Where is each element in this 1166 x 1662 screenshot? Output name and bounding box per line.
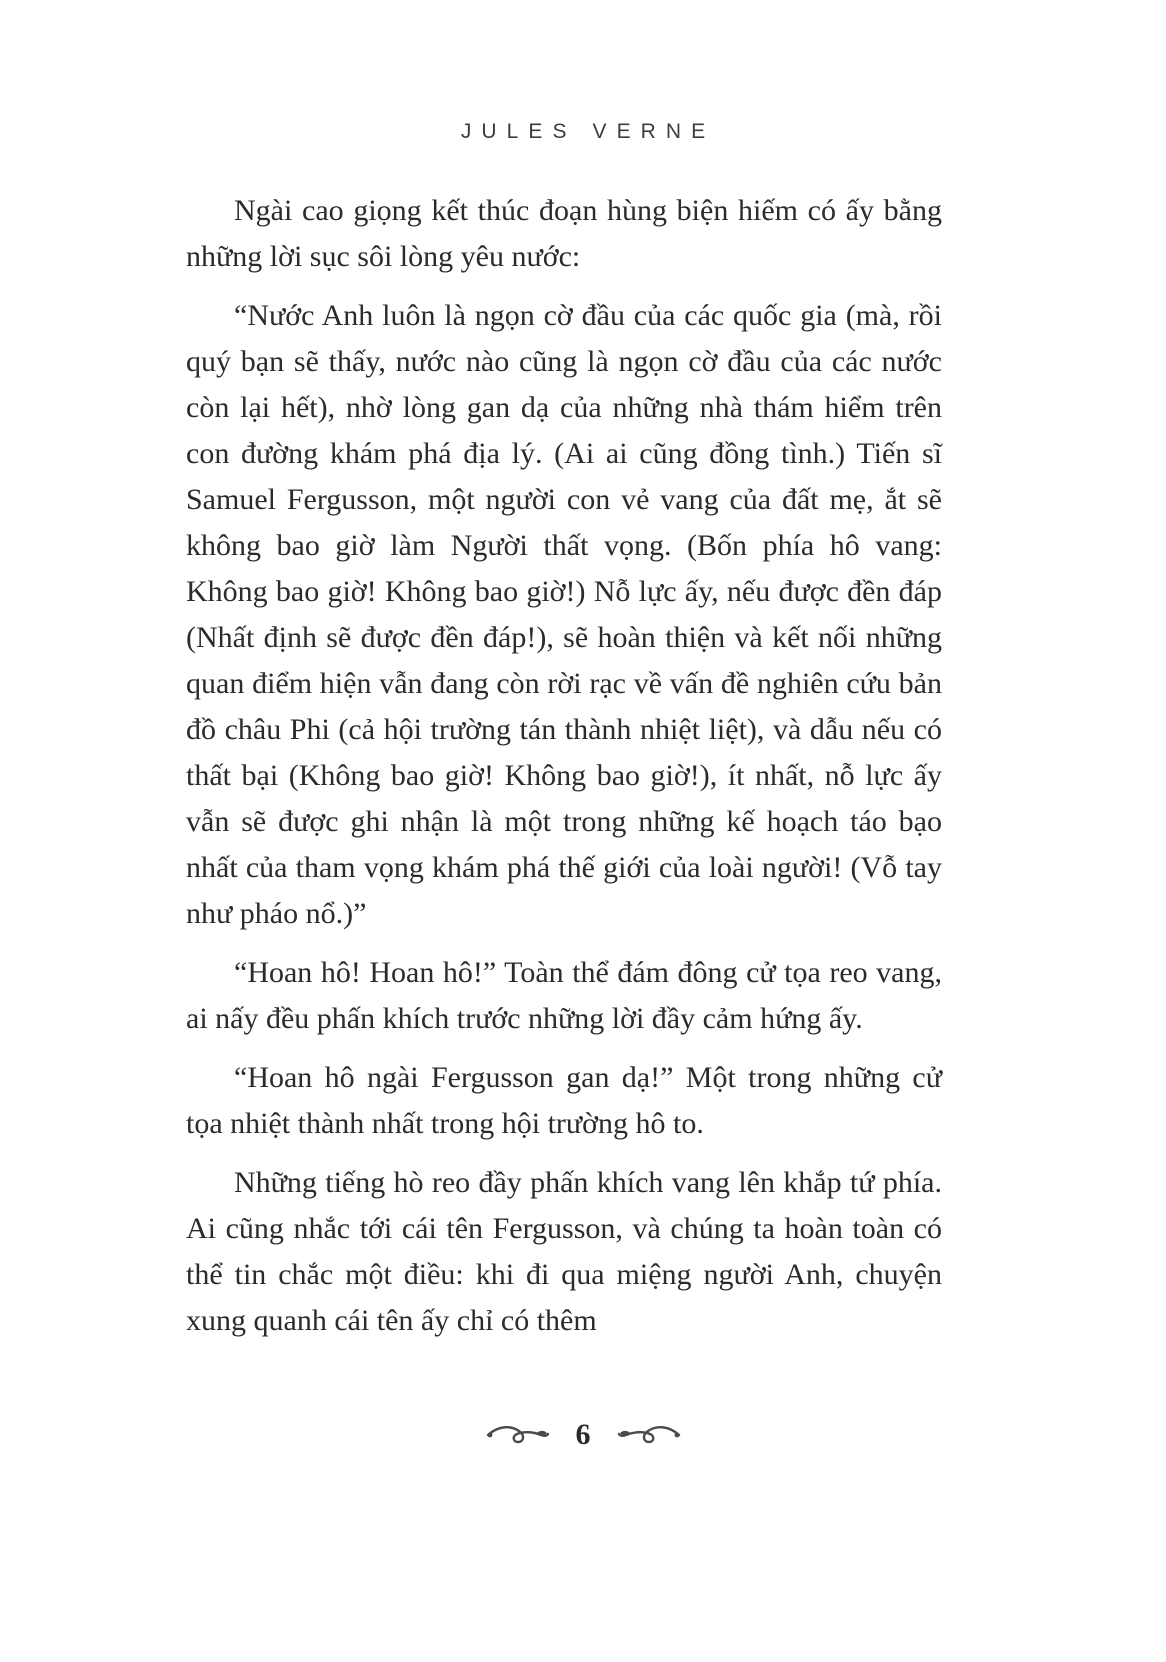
page-number: 6 [575,1418,591,1451]
paragraph: “Hoan hô ngài Fergusson gan dạ!” Một trong những cử tọa nhiệt thành nhất trong hội trường hô to. [186,1061,942,1140]
page-footer [0,1418,1166,1452]
page-body [186,188,942,1357]
paragraph: Những tiếng hò reo đầy phấn khích vang lên khắp tứ phía. Ai cũng nhắc tới cái tên Fergusson, và chúng ta hoàn toàn có thể tin chắc một điều: khi đi qua miệng người Anh, chuyện xung quanh cái tên ấy chỉ có thêm [186,1166,942,1337]
running-header: JULES VERNE [460,120,716,143]
floral-flourish-left-icon [486,1422,550,1448]
paragraph: “Nước Anh luôn là ngọn cờ đầu của các quốc gia (mà, rồi quý bạn sẽ thấy, nước nào cũng là ngọn cờ đầu của các nước còn lại hết), nhờ lòng gan dạ của những nhà thám hiểm trên con đường khám phá địa lý. (Ai ai cũng đồng tình.) Tiến sĩ Samuel Fergusson, một người con vẻ vang của đất mẹ, ắt sẽ không bao giờ làm Người thất vọng. (Bốn phía hô vang: Không bao giờ! Không bao giờ!) Nỗ lực ấy, nếu được đền đáp (Nhất định sẽ được đền đáp!), sẽ hoàn thiện và kết nối những quan điểm hiện vẫn đang còn rời rạc về vấn đề nghiên cứu bản đồ châu Phi (cả hội trường tán thành nhiệt liệt), và dẫu nếu có thất bại (Không bao giờ! Không bao giờ!), ít nhất, nỗ lực ấy vẫn sẽ được ghi nhận là một trong những kế hoạch táo bạo nhất của tham vọng khám phá thế giới của loài người! (Vỗ tay như pháo nổ.)” [186,299,942,930]
paragraph: Ngài cao giọng kết thúc đoạn hùng biện hiếm có ấy bằng những lời sục sôi lòng yêu nước: [186,194,942,273]
paragraph: “Hoan hô! Hoan hô!” Toàn thể đám đông cử tọa reo vang, ai nấy đều phấn khích trước những lời đầy cảm hứng ấy. [186,956,942,1035]
floral-flourish-right-icon [617,1422,681,1448]
